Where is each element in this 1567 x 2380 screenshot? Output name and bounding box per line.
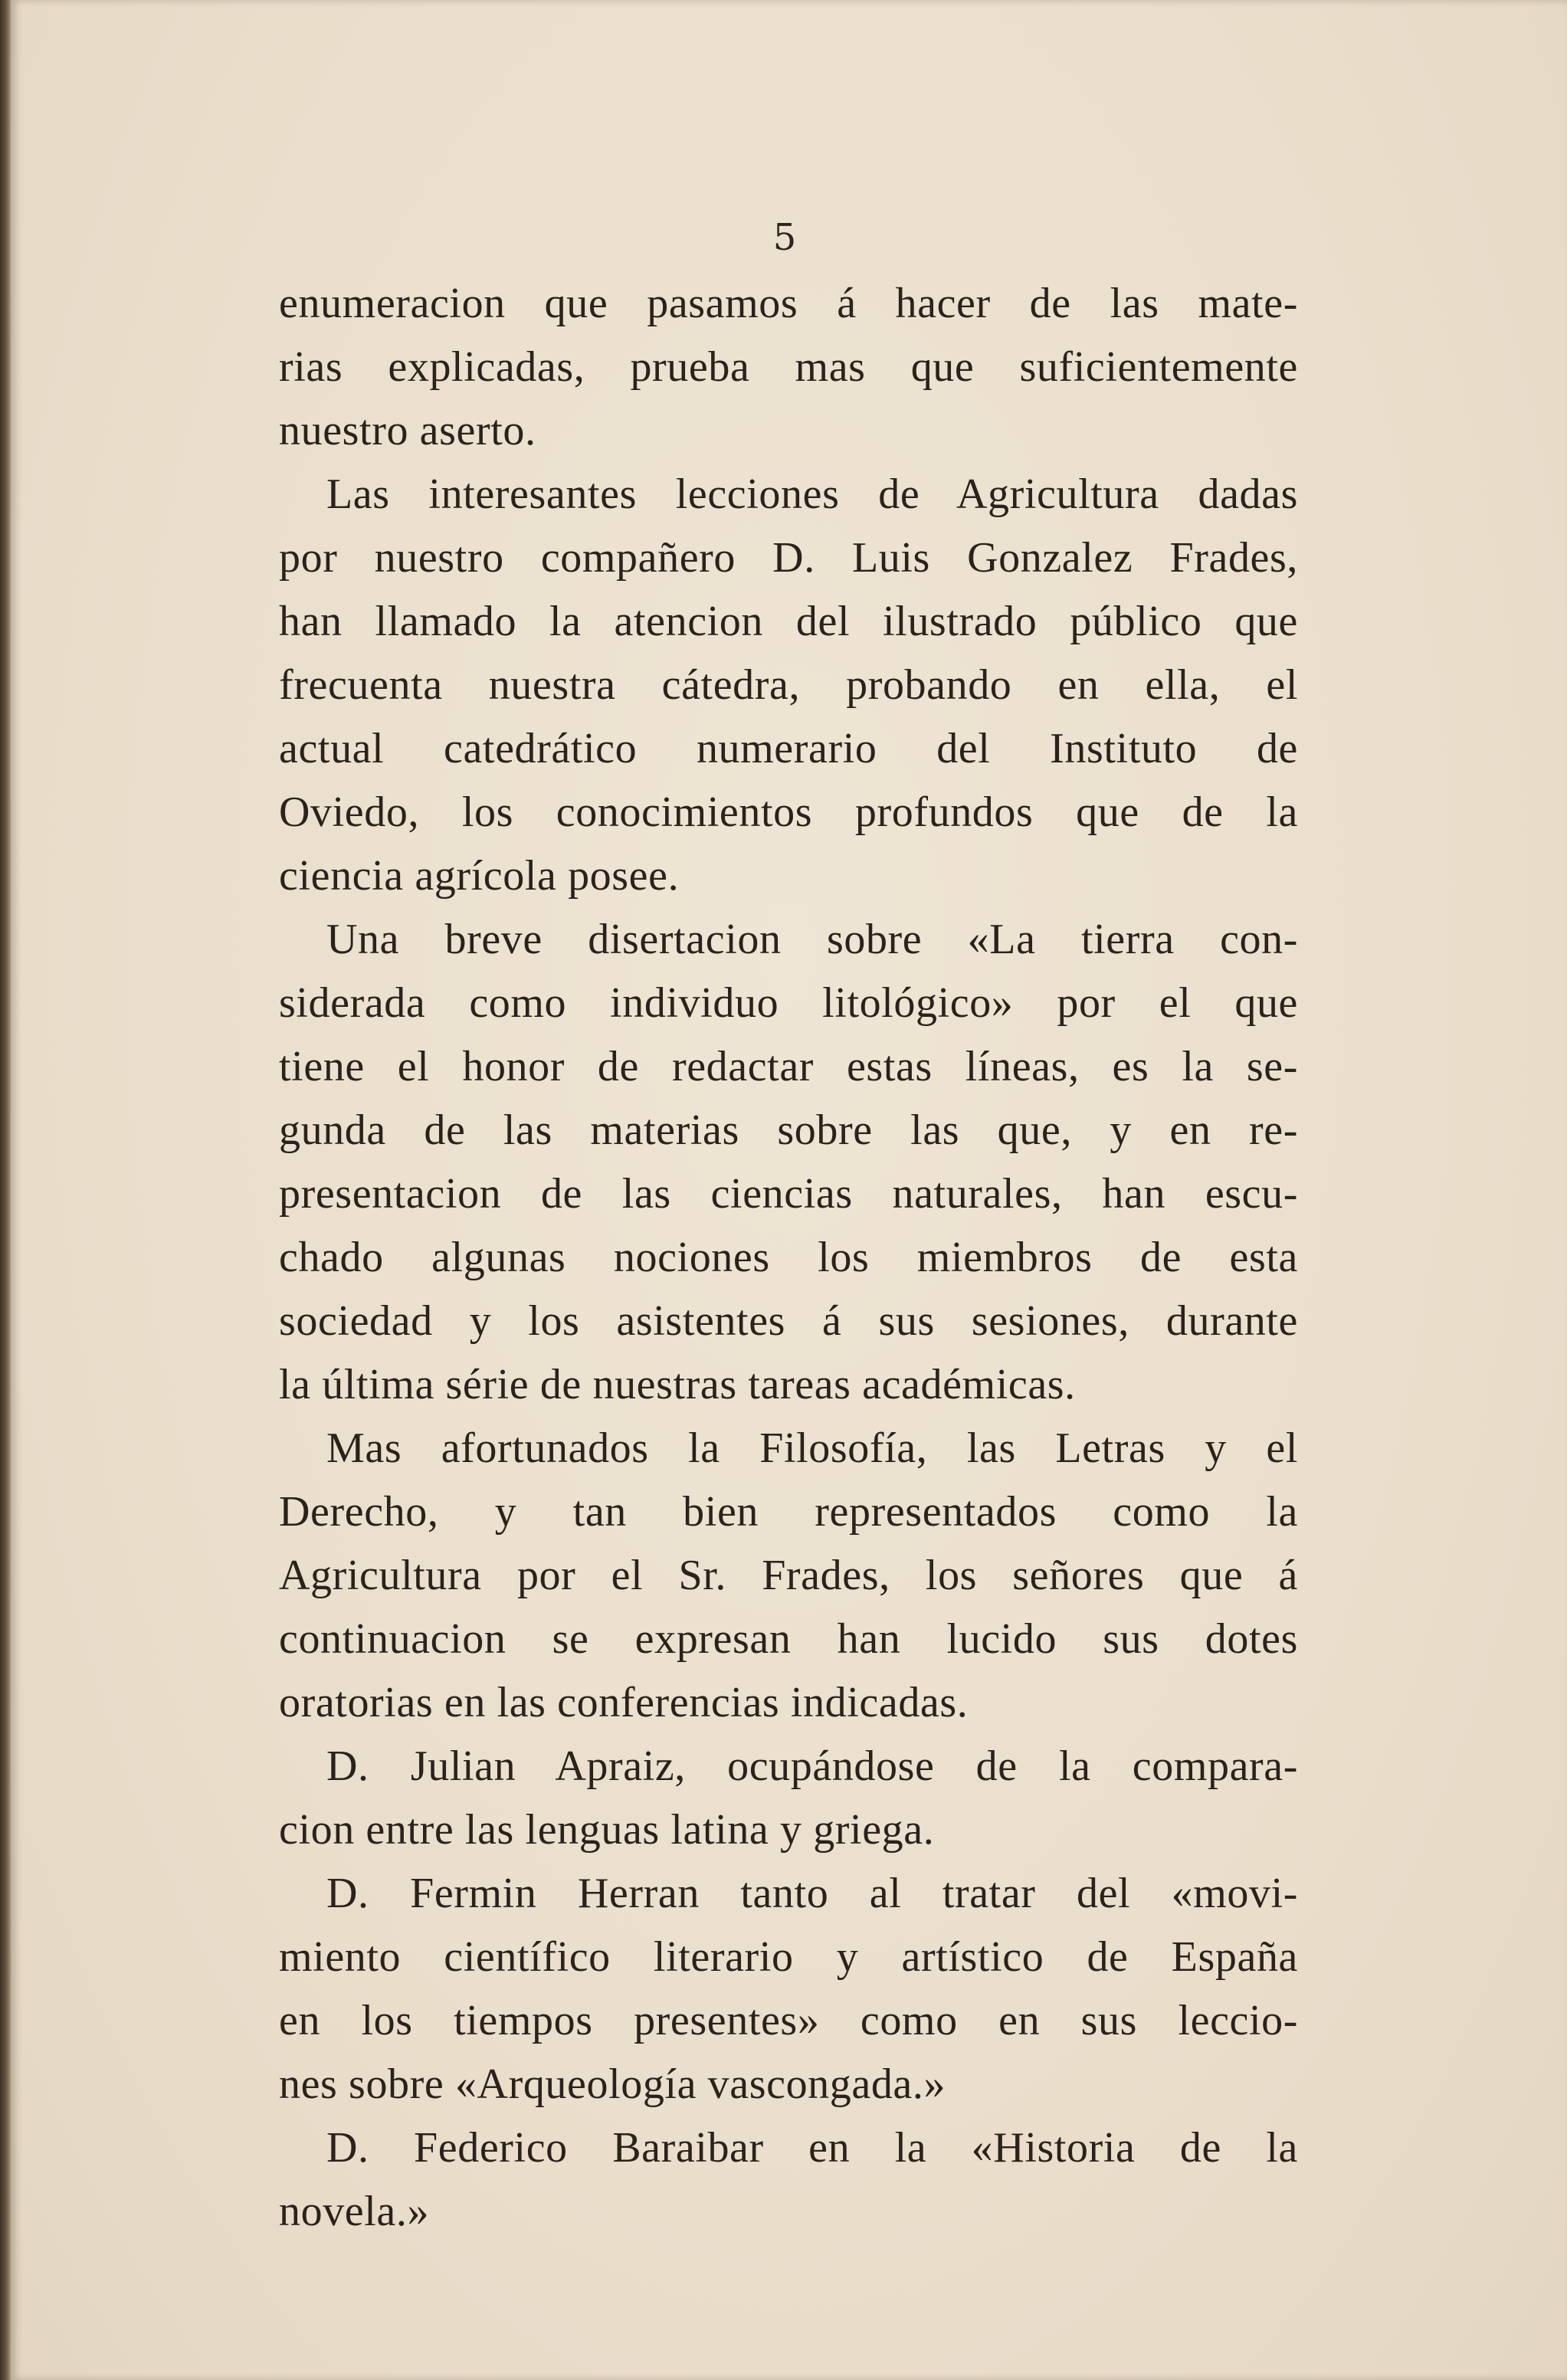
text-line: Derecho, y tan bien representados como la [279, 1488, 1298, 1536]
text-line: en los tiempos presentes» como en sus leccio- [279, 1997, 1298, 2044]
text-line: nes sobre «Arqueología vascongada.» [279, 2060, 946, 2108]
paragraph [279, 463, 1298, 908]
text-line: enumeracion que pasamos á hacer de las mate- [279, 280, 1298, 327]
text-line: la última série de nuestras tareas académicas. [279, 1361, 1076, 1408]
text-line: Una breve disertacion sobre «La tierra con- [326, 916, 1298, 963]
text-line: ciencia agrícola posee. [279, 852, 680, 900]
text-line: novela.» [279, 2188, 430, 2235]
text-line: miento científico literario y artístico de España [279, 1933, 1298, 1981]
paragraph [279, 1862, 1298, 2116]
text-line: D. Julian Apraiz, ocupándose de la compara- [326, 1742, 1298, 1790]
text-line: cion entre las lenguas latina y griega. [279, 1806, 935, 1854]
text-line: continuacion se expresan han lucido sus dotes [279, 1615, 1298, 1663]
book-page [11, 0, 1567, 2380]
text-line: D. Fermin Herran tanto al tratar del «movi- [326, 1870, 1298, 1917]
body-text [279, 272, 1298, 2244]
text-line: chado algunas nociones los miembros de esta [279, 1234, 1298, 1281]
text-line: sociedad y los asistentes á sus sesiones, durante [279, 1297, 1298, 1345]
paragraph [279, 908, 1298, 1417]
text-line: Mas afortunados la Filosofía, las Letras y el [326, 1424, 1298, 1472]
text-line: han llamado la atencion del ilustrado público que [279, 598, 1298, 645]
page-number: 5 [772, 216, 797, 259]
text-line: siderada como individuo litológico» por el que [279, 979, 1298, 1027]
text-line: nuestro aserto. [279, 407, 536, 454]
text-line: rias explicadas, prueba mas que suficientemente [279, 343, 1298, 391]
text-line: actual catedrático numerario del Instituto de [279, 725, 1298, 772]
text-line: tiene el honor de redactar estas líneas, es la se- [279, 1043, 1298, 1090]
text-line: por nuestro compañero D. Luis Gonzalez Frades, [279, 534, 1298, 582]
text-line: oratorias en las conferencias indicadas. [279, 1679, 969, 1726]
text-line: D. Federico Baraibar en la «Historia de la [326, 2124, 1298, 2172]
paragraph [279, 1735, 1298, 1862]
paragraph [279, 2116, 1298, 2244]
text-line: presentacion de las ciencias naturales, han escu- [279, 1170, 1298, 1218]
text-line: gunda de las materias sobre las que, y en re- [279, 1106, 1298, 1154]
text-line: Las interesantes lecciones de Agricultura dadas [326, 470, 1298, 518]
book-spine-edge [0, 0, 11, 2380]
text-line: Agricultura por el Sr. Frades, los señores que á [279, 1552, 1298, 1599]
paragraph [279, 1417, 1298, 1735]
text-line: Oviedo, los conocimientos profundos que de la [279, 788, 1298, 836]
paragraph [279, 272, 1298, 463]
text-line: frecuenta nuestra cátedra, probando en ella, el [279, 661, 1298, 709]
